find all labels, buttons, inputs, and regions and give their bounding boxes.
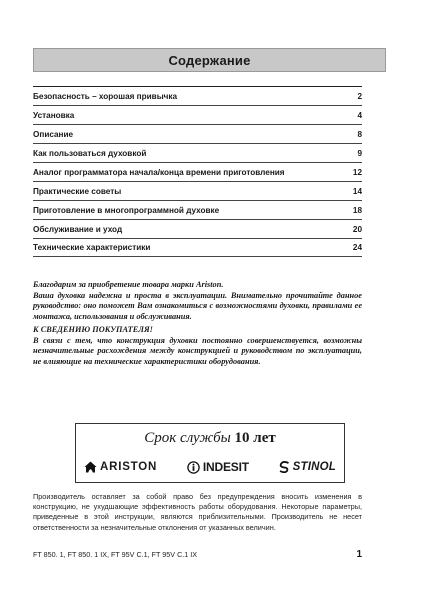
toc-row[interactable] bbox=[33, 105, 362, 124]
toc-title: Безопасность – хорошая привычка bbox=[33, 91, 178, 101]
manufacturer-disclaimer: Производитель оставляет за собой право без предупреждения вносить изменения в конструкцию, не ухудшающие эффективность работы оборудования. Некоторые параметры, приведенные в этой инструкции, являются приблизительными. Производитель не несет ответственности за незначительные отклонения от указанных величин. bbox=[33, 492, 362, 532]
toc-row[interactable] bbox=[33, 200, 362, 219]
indesit-i-icon bbox=[187, 461, 200, 474]
service-life-box bbox=[75, 423, 345, 483]
intro-section bbox=[33, 280, 362, 367]
service-life-label: Срок службы bbox=[144, 430, 231, 446]
notice-text: В связи с тем, что конструкция духовки постоянно совершенствуется, возможны незначительные расхождения между конструкцией и руководством по эксплуатации, не влияющие на технические характеристики оборудования. bbox=[33, 335, 362, 366]
toc-title: Практические советы bbox=[33, 186, 122, 196]
toc-row[interactable] bbox=[33, 143, 362, 162]
contents-title: Содержание bbox=[168, 52, 251, 68]
ariston-house-icon bbox=[84, 461, 97, 473]
toc-page: 20 bbox=[352, 224, 362, 234]
toc-title: Установка bbox=[33, 110, 75, 120]
ariston-wordmark: ARISTON bbox=[100, 461, 158, 473]
notice-title: К СВЕДЕНИЮ ПОКУПАТЕЛЯ! bbox=[33, 325, 153, 334]
brand-logos bbox=[84, 458, 336, 476]
service-life-value: 10 лет bbox=[234, 430, 276, 446]
page-footer bbox=[33, 549, 362, 560]
toc-title: Как пользоваться духовкой bbox=[33, 148, 147, 158]
toc-row[interactable] bbox=[33, 181, 362, 200]
toc-title: Аналог программатора начала/конца времени приготовления bbox=[33, 167, 285, 177]
toc-title: Обслуживание и уход bbox=[33, 224, 123, 234]
service-life-line bbox=[76, 430, 344, 447]
toc-title: Описание bbox=[33, 129, 74, 139]
page-number: 1 bbox=[356, 549, 362, 560]
toc-row[interactable] bbox=[33, 124, 362, 143]
toc-title: Технические характеристики bbox=[33, 243, 151, 252]
toc-page: 18 bbox=[352, 205, 362, 215]
thanks-line: Благодарим за приобретение товара марки Ariston. bbox=[33, 280, 224, 289]
toc-page: 12 bbox=[352, 167, 362, 177]
ariston-logo bbox=[84, 461, 157, 473]
toc-row[interactable] bbox=[33, 162, 362, 181]
toc-row[interactable] bbox=[33, 238, 362, 257]
contents-header bbox=[33, 48, 386, 72]
toc-page: 4 bbox=[357, 110, 362, 120]
intro-text: Ваша духовка надежна и проста в эксплуатации. Внимательно прочитайте данное руководство: оно поможет Вам ознакомиться с возможностями духовки, правилами ее монтажа, использования и обслуживания. bbox=[33, 290, 362, 321]
toc-title: Приготовление в многопрограммной духовке bbox=[33, 205, 220, 215]
indesit-wordmark: INDESIT bbox=[202, 460, 249, 474]
toc-page: 2 bbox=[357, 91, 362, 101]
indesit-logo bbox=[187, 460, 249, 474]
toc-page: 14 bbox=[352, 186, 362, 196]
toc-page: 24 bbox=[352, 243, 362, 252]
toc-row[interactable] bbox=[33, 219, 362, 238]
stinol-logo bbox=[279, 461, 336, 473]
toc-page: 9 bbox=[357, 148, 362, 158]
model-list: FT 850. 1, FT 850. 1 IX, FT 95V C.1, FT 95V C.1 IX bbox=[33, 550, 198, 559]
toc-page: 8 bbox=[357, 129, 362, 139]
toc-row[interactable] bbox=[33, 86, 362, 105]
stinol-wordmark: STINOL bbox=[292, 461, 336, 473]
table-of-contents bbox=[33, 86, 362, 257]
stinol-swoosh-icon bbox=[279, 461, 290, 473]
